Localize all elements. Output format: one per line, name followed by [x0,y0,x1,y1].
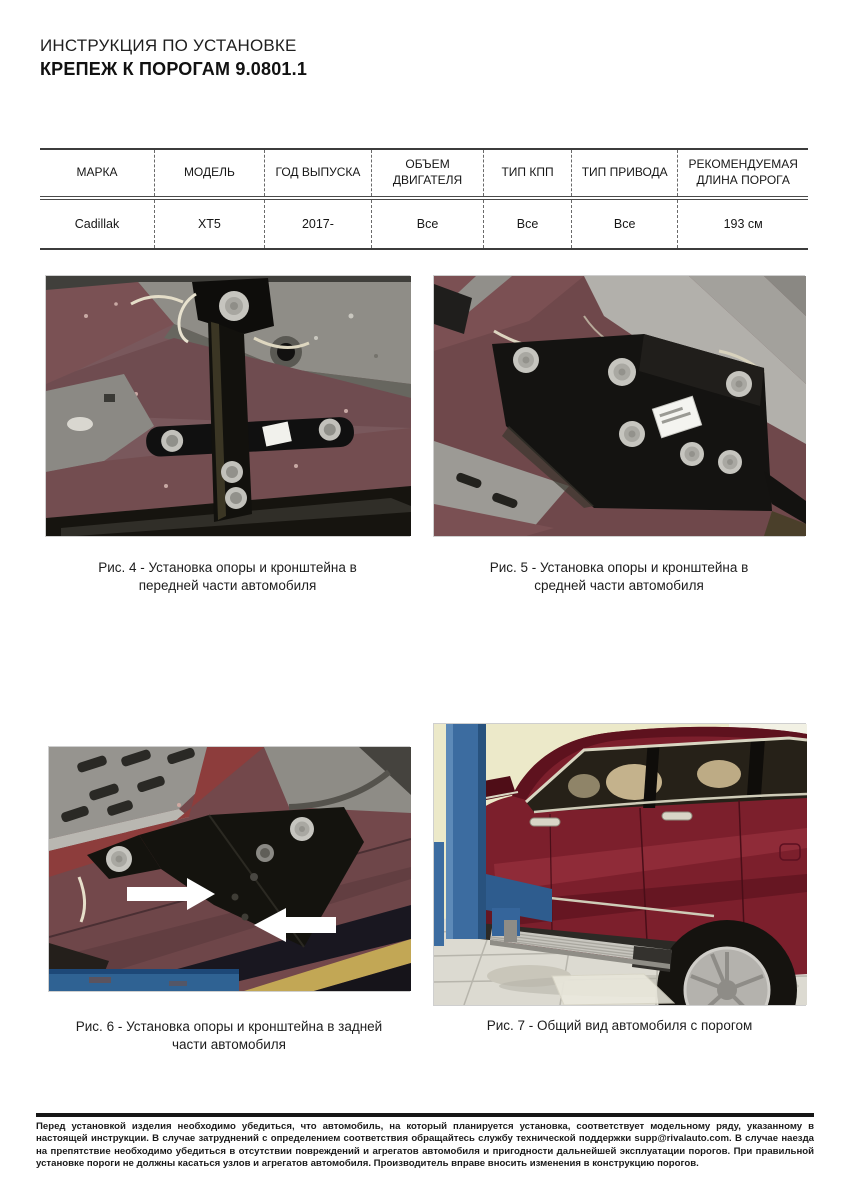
cell-gearbox: Все [484,198,572,249]
underbody-rear-photo-illustration [49,747,411,991]
figure-7-photo [433,723,806,1006]
cell-drive: Все [572,198,678,249]
cell-brand: Cadillak [74,217,120,231]
figure-4 [45,275,410,595]
figure-6-caption: Рис. 6 - Установка опоры и кронштейна в задней части автомобиля [75,1019,383,1053]
table-row [40,198,808,249]
cell-engine: Все [372,198,484,249]
underbody-front-photo-illustration [46,276,411,536]
figure-5-caption: Рис. 5 - Установка опоры и кронштейна в средней части автомобиля [489,560,749,594]
figure-7 [433,723,806,1035]
spec-table-header-row [40,149,808,198]
col-header-year: ГОД ВЫПУСКА [264,149,371,198]
car-side-view-photo-illustration [434,724,807,1005]
figure-6-photo [48,746,410,992]
footer-disclaimer [36,1113,814,1171]
figure-5-photo [433,275,805,537]
cell-model: XT5 [154,198,264,249]
col-header-length: РЕКОМЕНДУЕМАЯ ДЛИНА ПОРОГА [678,149,808,198]
col-header-drive: ТИП ПРИВОДА [572,149,678,198]
figure-5 [433,275,805,595]
page-subtitle: КРЕПЕЖ К ПОРОГАМ 9.0801.1 [40,59,308,79]
title-block [40,36,307,80]
figure-4-photo [45,275,410,537]
col-header-model: МОДЕЛЬ [154,149,264,198]
col-header-brand: МАРКА [40,149,154,198]
page-title: ИНСТРУКЦИЯ ПО УСТАНОВКЕ [40,36,297,55]
underbody-middle-photo-illustration [434,276,806,536]
figure-4-caption: Рис. 4 - Установка опоры и кронштейна в передней части автомобиля [98,560,357,594]
footer-text: Перед установкой изделия необходимо убедиться, что автомобиль, на который планируется установка, соответствует модельному ряду, указанному в настоящей инструкции. В случае затруднений с определением соответствия обращайтесь службу технической поддержки supp@rivalauto.com. В случае наезда на препятствие необходимо убедиться в отсутствии повреждений и агрегатов автомобиля и пригодности дальнейшей эксплуатации порогов. При правильной установке пороги не должны касаться узлов и агрегатов автомобиля. Производитель вправе вносить изменения в конструкцию порогов. [36,1121,814,1170]
figure-6 [48,746,410,1054]
cell-year: 2017- [264,198,371,249]
vehicle-spec-table [40,148,808,250]
col-header-engine: ОБЪЕМ ДВИГАТЕЛЯ [372,149,484,198]
cell-length: 193 см [678,198,808,249]
col-header-gearbox: ТИП КПП [484,149,572,198]
figure-7-caption: Рис. 7 - Общий вид автомобиля с порогом [486,1018,753,1033]
